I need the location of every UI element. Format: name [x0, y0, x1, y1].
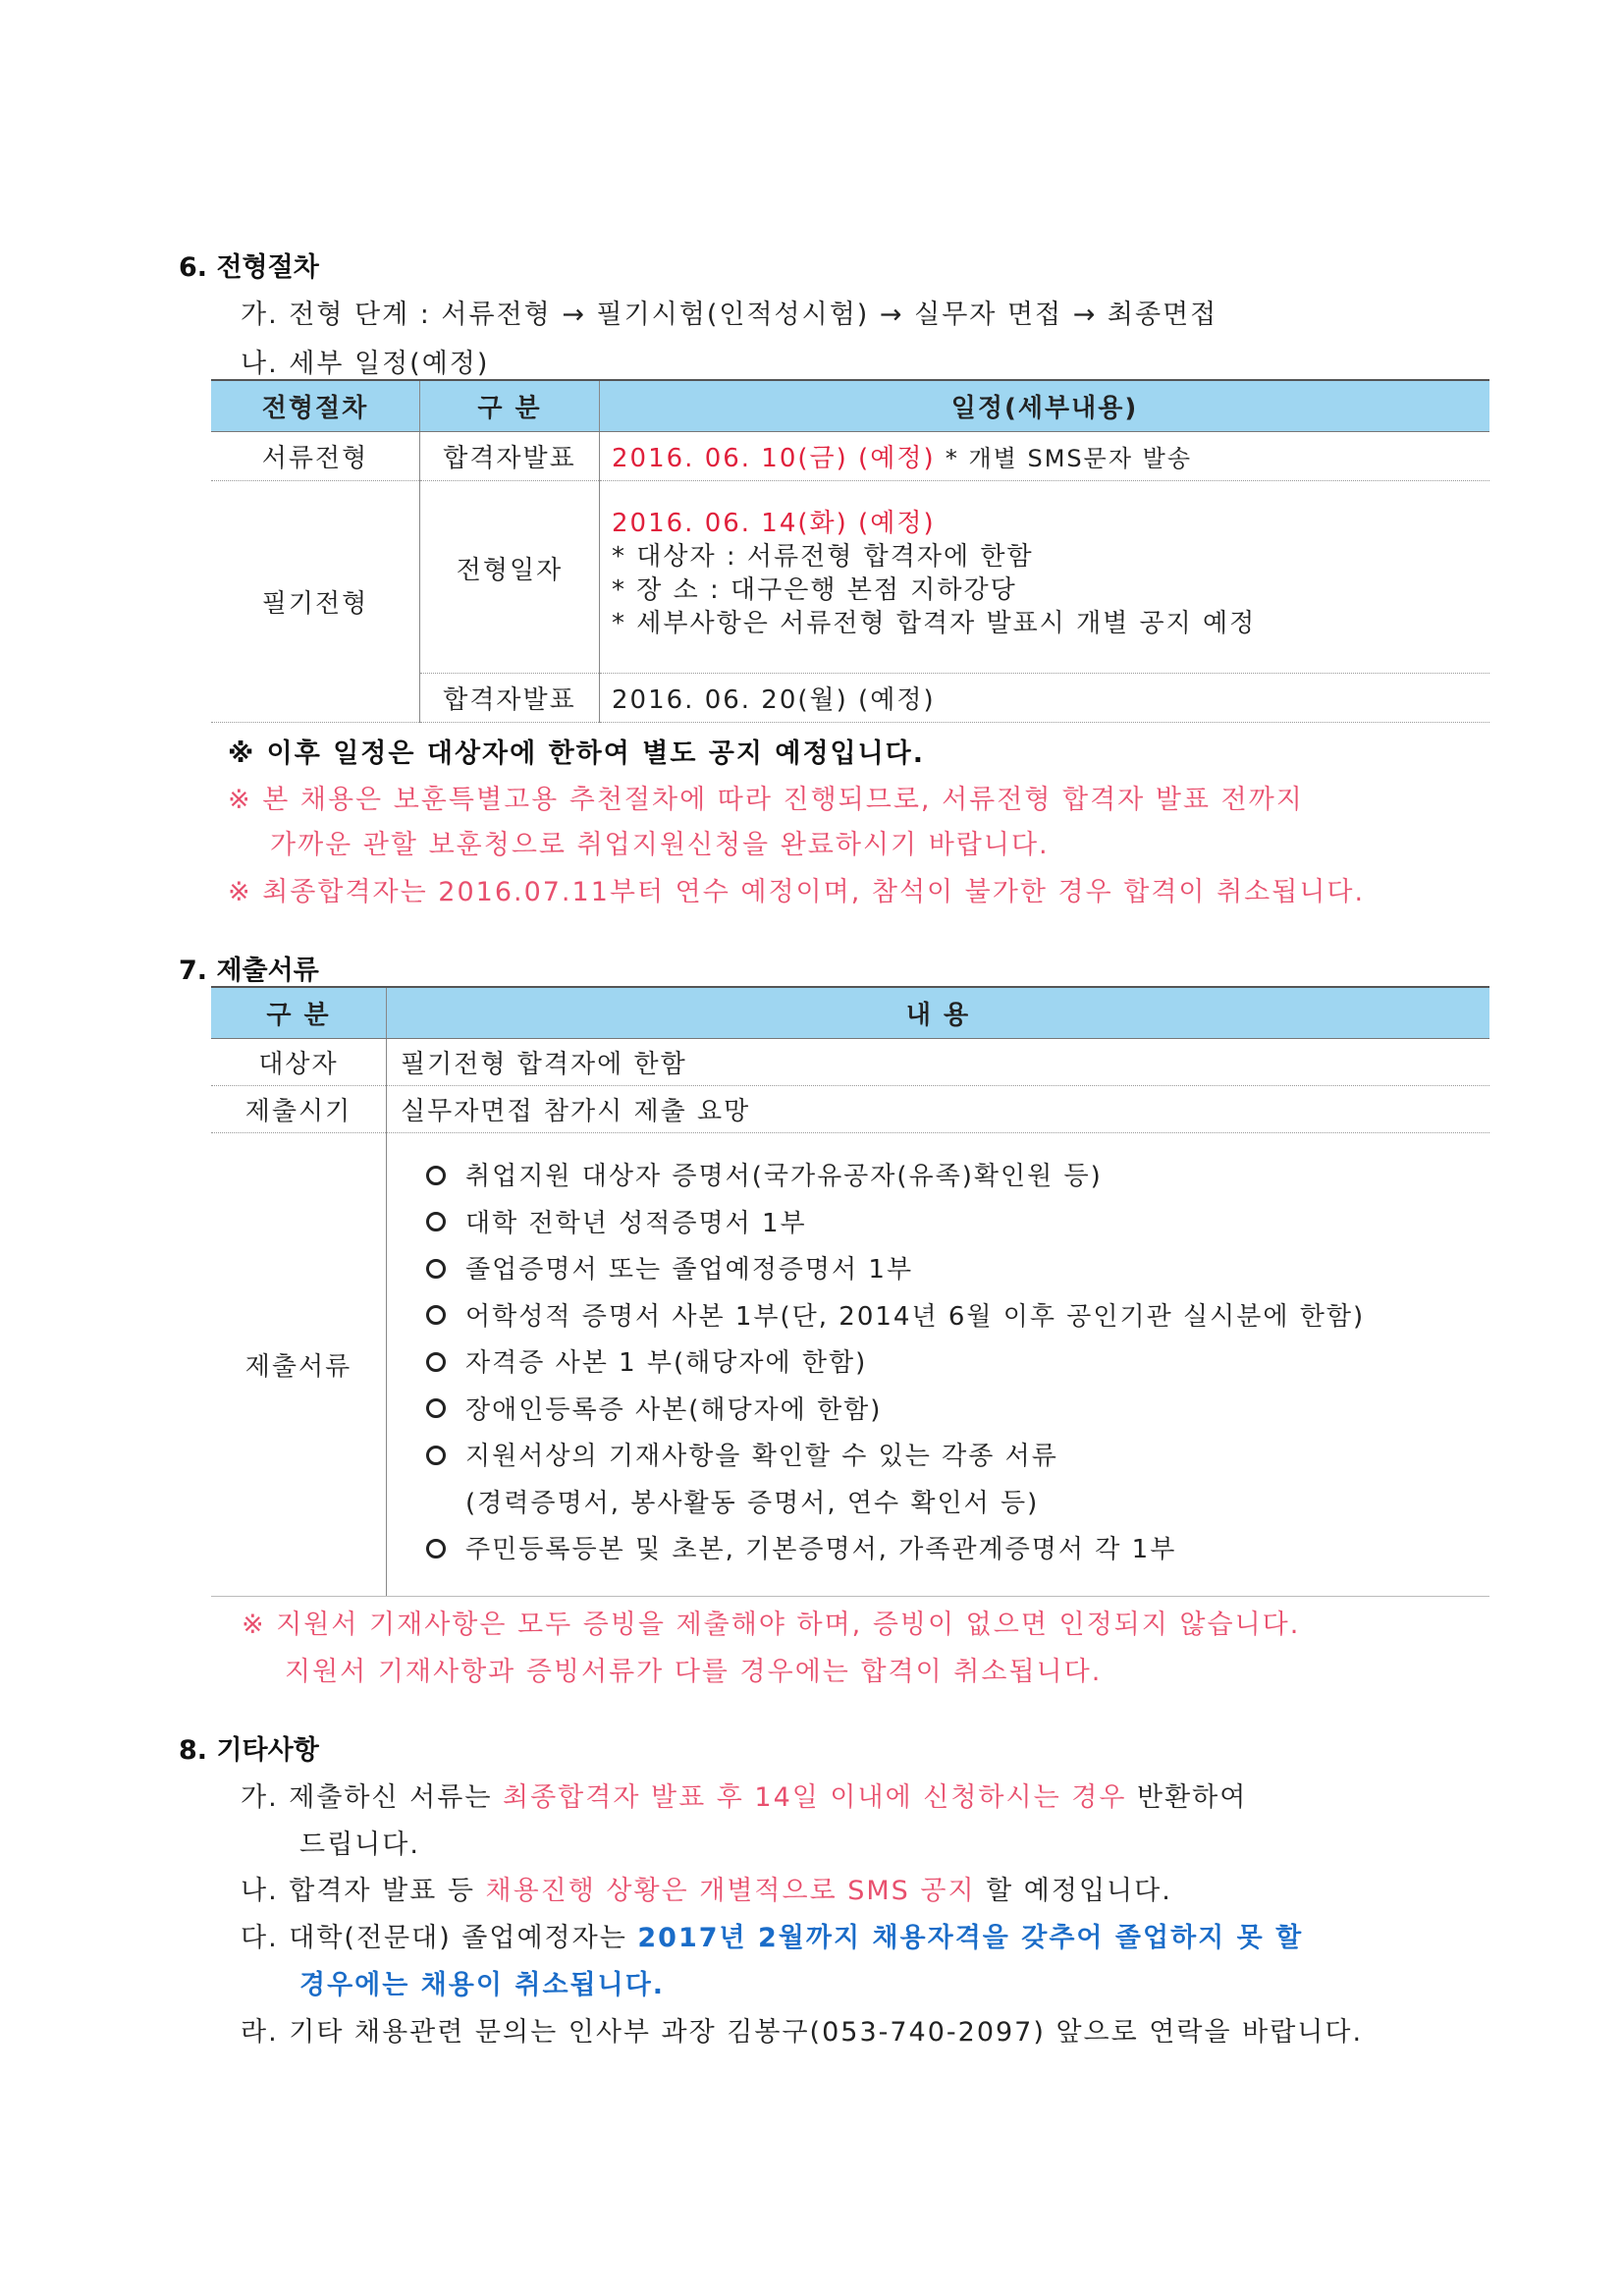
- schedule-note-2b: 가까운 관할 보훈청으로 취업지원신청을 완료하시기 바랍니다.: [270, 830, 1050, 860]
- documents-row-content: 필기전형 합격자에 한함: [387, 1038, 1490, 1085]
- misc-item-ga: 가. 제출하신 서류는 최종합격자 발표 후 14일 이내에 신청하시는 경우 반환하여: [241, 1782, 1248, 1813]
- documents-table: [211, 986, 1489, 1597]
- circle-bullet-icon: [426, 1259, 446, 1279]
- schedule-note-1: ※ 이후 일정은 대상자에 한하여 별도 공지 예정입니다.: [228, 738, 926, 769]
- documents-list: [387, 1132, 1490, 1596]
- schedule-detail-line: * 장 소 : 대구은행 본점 지하강당: [612, 574, 1017, 605]
- list-item: 지원서상의 기재사항을 확인할 수 있는 각종 서류: [426, 1434, 1488, 1481]
- list-item: 대학 전학년 성적증명서 1부: [426, 1201, 1488, 1248]
- schedule-kind: 합격자발표: [420, 673, 600, 722]
- schedule-kind: 전형일자: [420, 480, 600, 673]
- schedule-detail-line: * 세부사항은 서류전형 합격자 발표시 개별 공지 예정: [612, 608, 1257, 638]
- schedule-date: 2016. 06. 14(화) (예정): [612, 508, 936, 538]
- schedule-header-stage: 전형절차: [211, 380, 420, 431]
- documents-row-label: 대상자: [211, 1038, 387, 1085]
- list-item: 졸업증명서 또는 졸업예정증명서 1부: [426, 1247, 1488, 1294]
- section7-title: 7. 제출서류: [179, 956, 319, 986]
- schedule-table: [211, 379, 1489, 723]
- circle-bullet-icon: [426, 1212, 446, 1231]
- schedule-stage: 서류전형: [211, 431, 420, 480]
- documents-header-label: 구 분: [211, 987, 387, 1038]
- schedule-row: [211, 431, 1489, 480]
- schedule-date: 2016. 06. 10(금) (예정): [612, 443, 936, 473]
- schedule-header-detail: 일정(세부내용): [600, 380, 1490, 431]
- schedule-note: * 개별 SMS문자 발송: [945, 444, 1193, 472]
- schedule-detail-line: * 대상자 : 서류전형 합격자에 한함: [612, 541, 1034, 572]
- list-item: 취업지원 대상자 증명서(국가유공자(유족)확인원 등): [426, 1154, 1488, 1201]
- documents-row-content: 실무자면접 참가시 제출 요망: [387, 1085, 1490, 1132]
- schedule-row: [211, 480, 1489, 673]
- section6-stage-steps: 가. 전형 단계 : 서류전형 → 필기시험(인적성시험) → 실무자 면접 → 최종면접: [241, 300, 1218, 330]
- documents-row-label: 제출시기: [211, 1085, 387, 1132]
- list-item: 주민등록등본 및 초본, 기본증명서, 가족관계증명서 각 1부: [426, 1527, 1488, 1574]
- section6-title: 6. 전형절차: [179, 252, 319, 283]
- schedule-note-2a: ※ 본 채용은 보훈특별고용 추천절차에 따라 진행되므로, 서류전형 합격자 발표 전까지: [228, 785, 1304, 815]
- schedule-note-3: ※ 최종합격자는 2016.07.11부터 연수 예정이며, 참석이 불가한 경우 합격이 취소됩니다.: [228, 877, 1366, 907]
- schedule-detail: [600, 431, 1490, 480]
- misc-item-ra: 라. 기타 채용관련 문의는 인사부 과장 김봉구(053-740-2097) 앞으로 연락을 바랍니다.: [241, 2017, 1364, 2048]
- circle-bullet-icon: [426, 1352, 446, 1372]
- circle-bullet-icon: [426, 1446, 446, 1465]
- circle-bullet-icon: [426, 1398, 446, 1418]
- list-item: 장애인등록증 사본(해당자에 한함): [426, 1388, 1488, 1435]
- documents-note-2: 지원서 기재사항과 증빙서류가 다를 경우에는 합격이 취소됩니다.: [285, 1657, 1103, 1687]
- schedule-stage: 필기전형: [211, 480, 420, 722]
- documents-row: [211, 1038, 1489, 1085]
- documents-row-label: 제출서류: [211, 1132, 387, 1596]
- documents-row: [211, 1132, 1489, 1596]
- list-item: 자격증 사본 1 부(해당자에 한함): [426, 1340, 1488, 1388]
- list-item: (경력증명서, 봉사활동 증명서, 연수 확인서 등): [465, 1488, 1040, 1518]
- circle-bullet-icon: [426, 1166, 446, 1185]
- schedule-kind: 합격자발표: [420, 431, 600, 480]
- section6-schedule-heading: 나. 세부 일정(예정): [241, 349, 490, 379]
- schedule-header-kind: 구 분: [420, 380, 600, 431]
- schedule-detail: [600, 480, 1490, 673]
- documents-row: [211, 1085, 1489, 1132]
- misc-item-ga-cont: 드립니다.: [299, 1830, 420, 1860]
- documents-header-content: 내 용: [387, 987, 1490, 1038]
- schedule-date: 2016. 06. 20(월) (예정): [600, 673, 1490, 722]
- circle-bullet-icon: [426, 1305, 446, 1325]
- section8-title: 8. 기타사항: [179, 1735, 319, 1766]
- documents-note-1: ※ 지원서 기재사항은 모두 증빙을 제출해야 하며, 증빙이 없으면 인정되지 않습니다.: [242, 1610, 1301, 1640]
- list-item: 어학성적 증명서 사본 1부(단, 2014년 6월 이후 공인기관 실시분에 한함): [426, 1294, 1488, 1341]
- circle-bullet-icon: [426, 1539, 446, 1558]
- misc-item-na: 나. 합격자 발표 등 채용진행 상황은 개별적으로 SMS 공지 할 예정입니다.: [241, 1876, 1172, 1906]
- misc-item-da: 다. 대학(전문대) 졸업예정자는 2017년 2월까지 채용자격을 갖추어 졸업하지 못 할: [241, 1923, 1304, 1953]
- misc-item-da-cont: 경우에는 채용이 취소됩니다.: [299, 1970, 666, 2000]
